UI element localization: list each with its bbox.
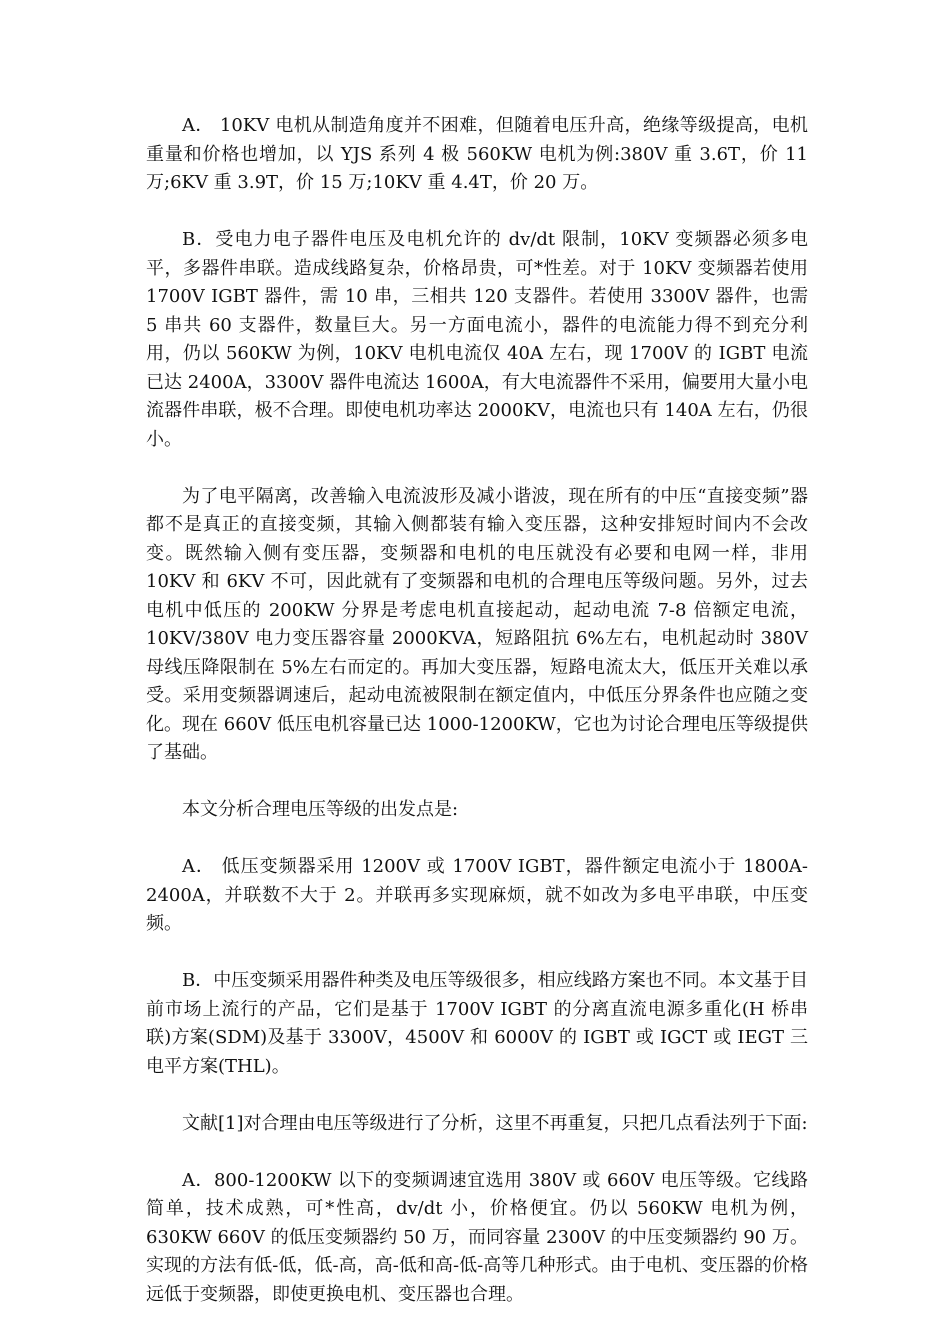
document-body [146,112,808,1338]
paragraph-10kv-motor: A． 10KV 电机从制造角度并不困难，但随着电压升高，绝缘等级提高，电机重量和价格也增加，以 YJS 系列 4 极 560KW 电机为例:380V 重 3.6T，价 11 万;6KV 重 3.9T，价 15 万;10KV 重 4.4T，价 20 万。 [146,115,808,193]
paragraph-reference-views: 文献[1]对合理由电压等级进行了分析，这里不再重复，只把几点看法列于下面: [182,1112,808,1134]
paragraph-low-voltage-recommendation: A．800-1200KW 以下的变频调速宜选用 380V 或 660V 电压等级。它线路简单，技术成熟，可*性高，dv/dt 小，价格便宜。仍以 560KW 电机为例，630KW 660V 的低压变频器约 50 万，而同容量 2300V 的中压变频器约 90 万。实现的方法有低-低，低-高，高-低和高-低-高等几种形式。由于电机、变压器的价格远低于变频器，即使更换电机、变压器也合理。 [146,1169,808,1305]
paragraph-medium-voltage-schemes: B．中压变频采用器件种类及电压等级很多，相应线路方案也不同。本文基于目前市场上流行的产品，它们是基于 1700V IGBT 的分离直流电源多重化(H 桥串联)方案(SDM)及基于 3300V，4500V 和 6000V 的 IGBT 或 IGCT 或 IEGT 三电平方案(THL)。 [146,970,808,1077]
paragraph-10kv-inverter-devices: B．受电力电子器件电压及电机允许的 dv/dt 限制，10KV 变频器必须多电平，多器件串联。造成线路复杂，价格昂贵，可*性差。对于 10KV 变频器若使用 1700V IGBT 器件，需 10 串，三相共 120 支器件。若使用 3300V 器件，也需 5 串共 60 支器件，数量巨大。另一方面电流小，器件的电流能力得不到充分利用，仍以 560KW 为例，10KV 电机电流仅 40A 左右，现 1700V 的 IGBT 电流已达 2400A，3300V 器件电流达 1600A，有大电流器件不采用，偏要用大量小电流器件串联，极不合理。即使电机功率达 2000KV，电流也只有 140A 左右，仍很小。 [146,229,808,450]
paragraph-low-voltage-igbt: A． 低压变频器采用 1200V 或 1700V IGBT，器件额定电流小于 1800A-2400A，并联数不大于 2。并联再多实现麻烦，就不如改为多电平串联，中压变频。 [146,856,808,934]
paragraph-analysis-basis: 本文分析合理电压等级的出发点是: [182,799,459,820]
paragraph-voltage-isolation: 为了电平隔离，改善输入电流波形及减小谐波，现在所有的中压“直接变频”器都不是真正的直接变频，其输入侧都装有输入变压器，这种安排短时间内不会改变。既然输入侧有变压器，变频器和电机的电压就没有必要和电网一样，非用 10KV 和 6KV 不可，因此就有了变频器和电机的合理电压等级问题。另外，过去电机中低压的 200KW 分界是考虑电机直接起动，起动电流 7-8 倍额定电流，10KV/380V 电力变压器容量 2000KVA，短路阻抗 6%左右，电机起动时 380V 母线压降限制在 5%左右而定的。再加大变压器，短路电流太大，低压开关难以承受。采用变频器调速后，起动电流被限制在额定值内，中低压分界条件也应随之变化。现在 660V 低压电机容量已达 1000-1200KW，它也为讨论合理电压等级提供了基础。 [146,485,808,763]
